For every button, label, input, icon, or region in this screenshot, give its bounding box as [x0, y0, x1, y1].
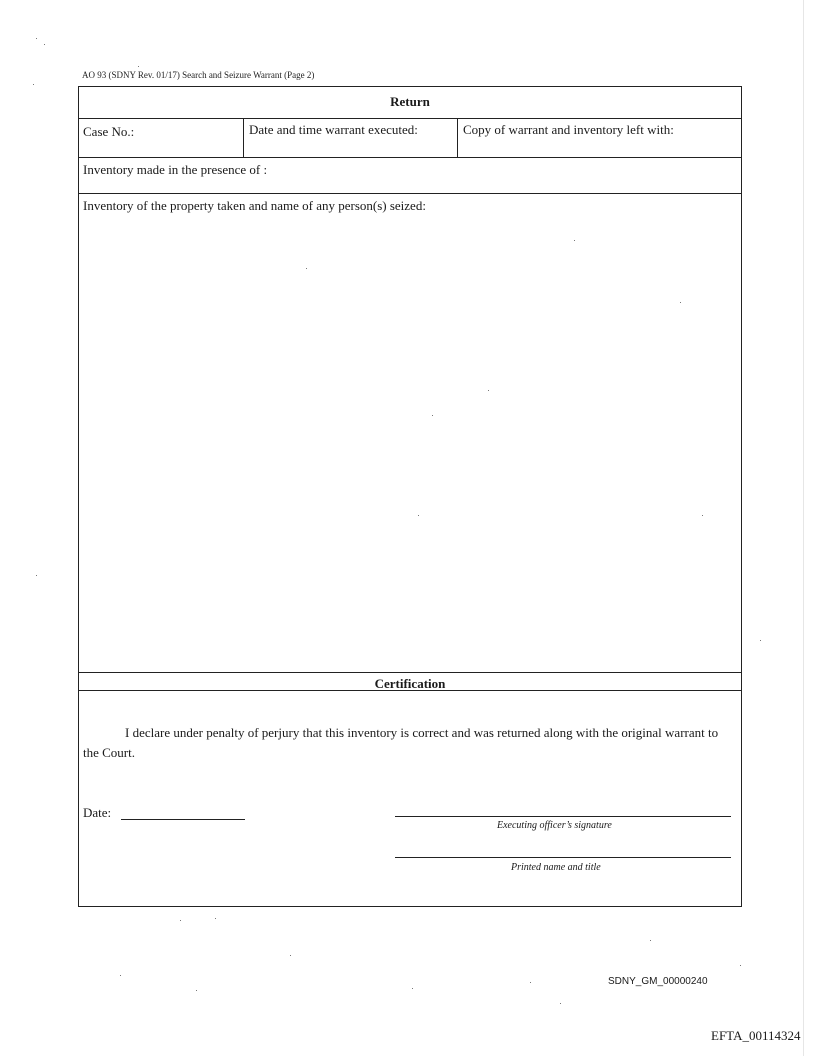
printed-name-caption: Printed name and title	[511, 862, 601, 873]
certification-title: Certification	[374, 676, 446, 691]
scan-speck	[530, 982, 531, 983]
scan-speck	[574, 240, 575, 241]
column-divider	[243, 118, 244, 157]
divider	[79, 118, 741, 119]
declaration-text: I declare under penalty of perjury that this inventory is correct and was returned along with the original warrant to the Court.	[83, 725, 719, 760]
scan-speck	[180, 920, 181, 921]
scan-speck	[138, 66, 139, 67]
column-divider	[457, 118, 458, 157]
signature-caption: Executing officer’s signature	[497, 820, 612, 831]
return-title: Return	[390, 94, 430, 109]
form-header: AO 93 (SDNY Rev. 01/17) Search and Seizure Warrant (Page 2)	[82, 70, 315, 80]
scan-speck	[760, 640, 761, 641]
scan-speck	[412, 988, 413, 989]
presence-field[interactable]: Inventory made in the presence of :	[83, 162, 268, 177]
scan-speck	[432, 415, 433, 416]
divider	[79, 672, 741, 673]
warrant-return-form	[78, 86, 742, 907]
scan-speck	[650, 940, 651, 941]
divider	[79, 193, 741, 194]
divider	[79, 157, 741, 158]
case-no-field[interactable]: Case No.:	[83, 124, 135, 139]
scan-speck	[120, 975, 121, 976]
scan-speck	[702, 515, 703, 516]
scan-edge	[803, 0, 804, 1056]
scan-speck	[488, 390, 489, 391]
efta-number: EFTA_00114324	[711, 1028, 801, 1043]
date-time-executed-field[interactable]: Date and time warrant executed:	[249, 122, 418, 137]
date-label: Date:	[83, 805, 112, 820]
bates-number: SDNY_GM_00000240	[608, 976, 708, 987]
inventory-field[interactable]: Inventory of the property taken and name of any person(s) seized:	[83, 198, 426, 213]
scan-speck	[36, 575, 37, 576]
scan-speck	[680, 302, 681, 303]
scan-speck	[215, 918, 216, 919]
scan-speck	[44, 44, 45, 45]
copy-left-with-field[interactable]: Copy of warrant and inventory left with:	[463, 122, 674, 137]
scan-speck	[740, 965, 741, 966]
divider	[79, 690, 741, 691]
scan-speck	[560, 1003, 561, 1004]
scan-speck	[290, 955, 291, 956]
scan-speck	[306, 268, 307, 269]
scan-speck	[33, 84, 34, 85]
scan-speck	[196, 990, 197, 991]
printed-name-line[interactable]	[395, 857, 731, 858]
signature-line[interactable]	[395, 816, 731, 817]
scan-speck	[36, 38, 37, 39]
date-line[interactable]	[121, 819, 245, 820]
scan-speck	[418, 515, 419, 516]
